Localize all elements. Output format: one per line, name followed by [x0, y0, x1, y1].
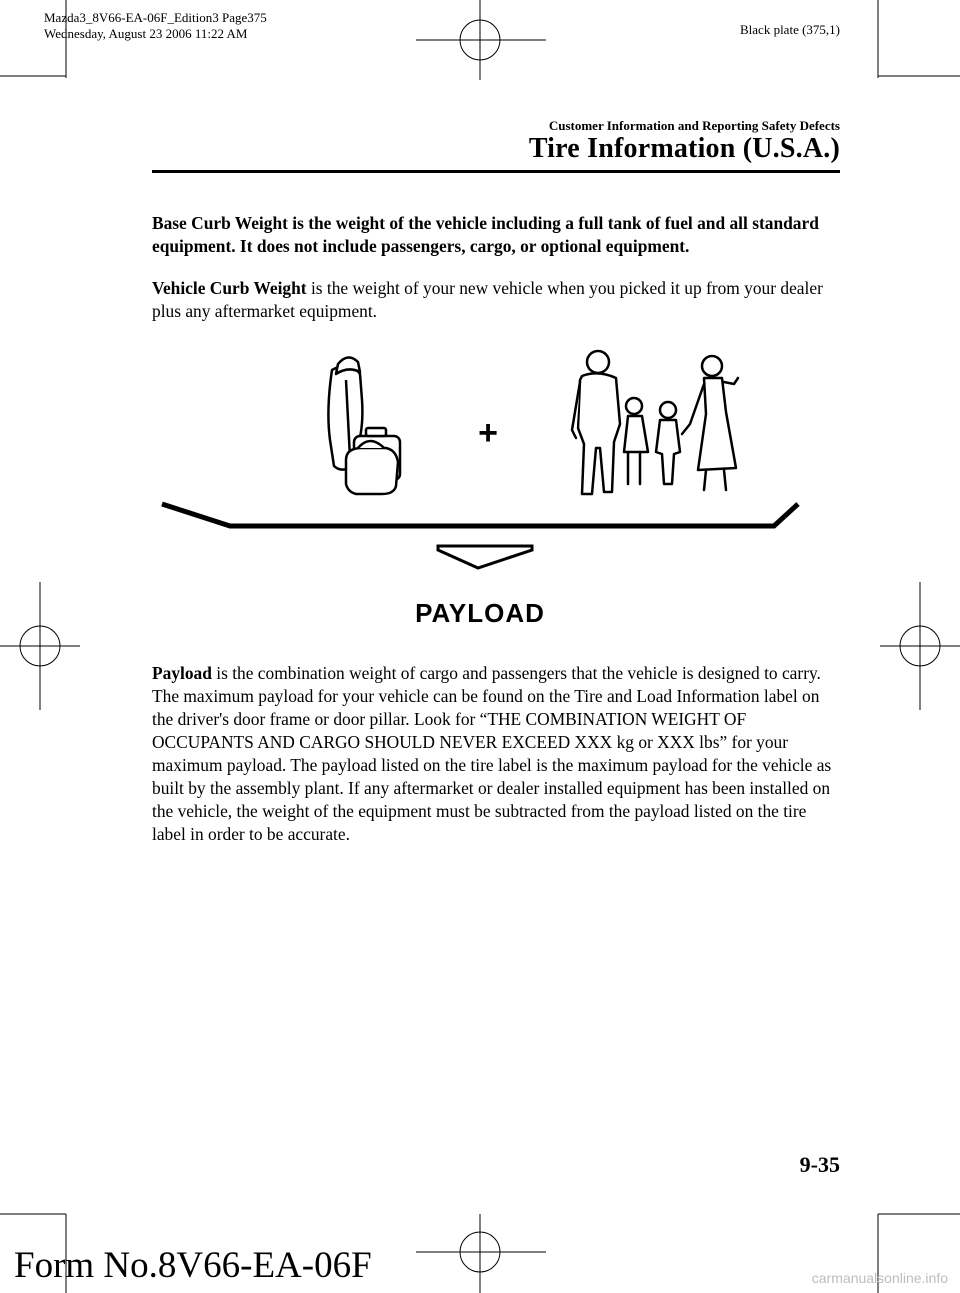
plate-label: Black plate (375,1) [740, 22, 840, 37]
payload-paragraph [152, 662, 842, 846]
vehicle-curb-weight-text: is the weight of your new vehicle when you picked it up from your dealer plus any aftermarket equipment. [152, 278, 823, 321]
vehicle-curb-weight-term: Vehicle Curb Weight [152, 278, 307, 298]
print-info-file: Mazda3_8V66-EA-06F_Edition3 Page375 [44, 10, 267, 25]
form-number: Form No.8V66-EA-06F [14, 1245, 372, 1286]
header-rule [152, 170, 840, 173]
print-info-date: Wednesday, August 23 2006 11:22 AM [44, 26, 248, 41]
page-number: 9-35 [799, 1152, 840, 1177]
vehicle-curb-weight-paragraph [152, 277, 842, 323]
grouping-brace [162, 504, 798, 526]
passengers-icon [572, 351, 738, 494]
payload-text: is the combination weight of cargo and passengers that the vehicle is designed to carry. The maximum payload for your vehicle can be found on the Tire and Load Information label on the driver's door frame or door pillar. Look for “THE COMBINATION WEIGHT OF OCCUPANTS AND CARGO SHOULD NEVER EXCEED XXX kg or XXX lbs” for your maximum payload. The payload listed on the tire label is the maximum payload for the vehicle as built by the assembly plant. If any aftermarket or dealer installed equipment has been installed on the vehicle, the weight of the equipment must be subtracted from the payload listed on the tire label in order to be accurate. [152, 663, 832, 844]
section-title: Customer Information and Reporting Safety Defects [548, 118, 840, 133]
payload-illustration [150, 340, 810, 590]
payload-label: PAYLOAD [415, 598, 545, 628]
arrow-down-icon [438, 546, 532, 568]
watermark: carmanualsonline.info [811, 1270, 948, 1286]
plus-sign: + [478, 414, 498, 452]
payload-term: Payload [152, 663, 212, 683]
duffel-bag-icon [346, 441, 398, 494]
base-curb-weight-paragraph: Base Curb Weight is the weight of the vehicle including a full tank of fuel and all standard equipment. It does not include passengers, cargo, or optional equipment. [152, 213, 819, 256]
chapter-title: Tire Information (U.S.A.) [528, 133, 840, 164]
